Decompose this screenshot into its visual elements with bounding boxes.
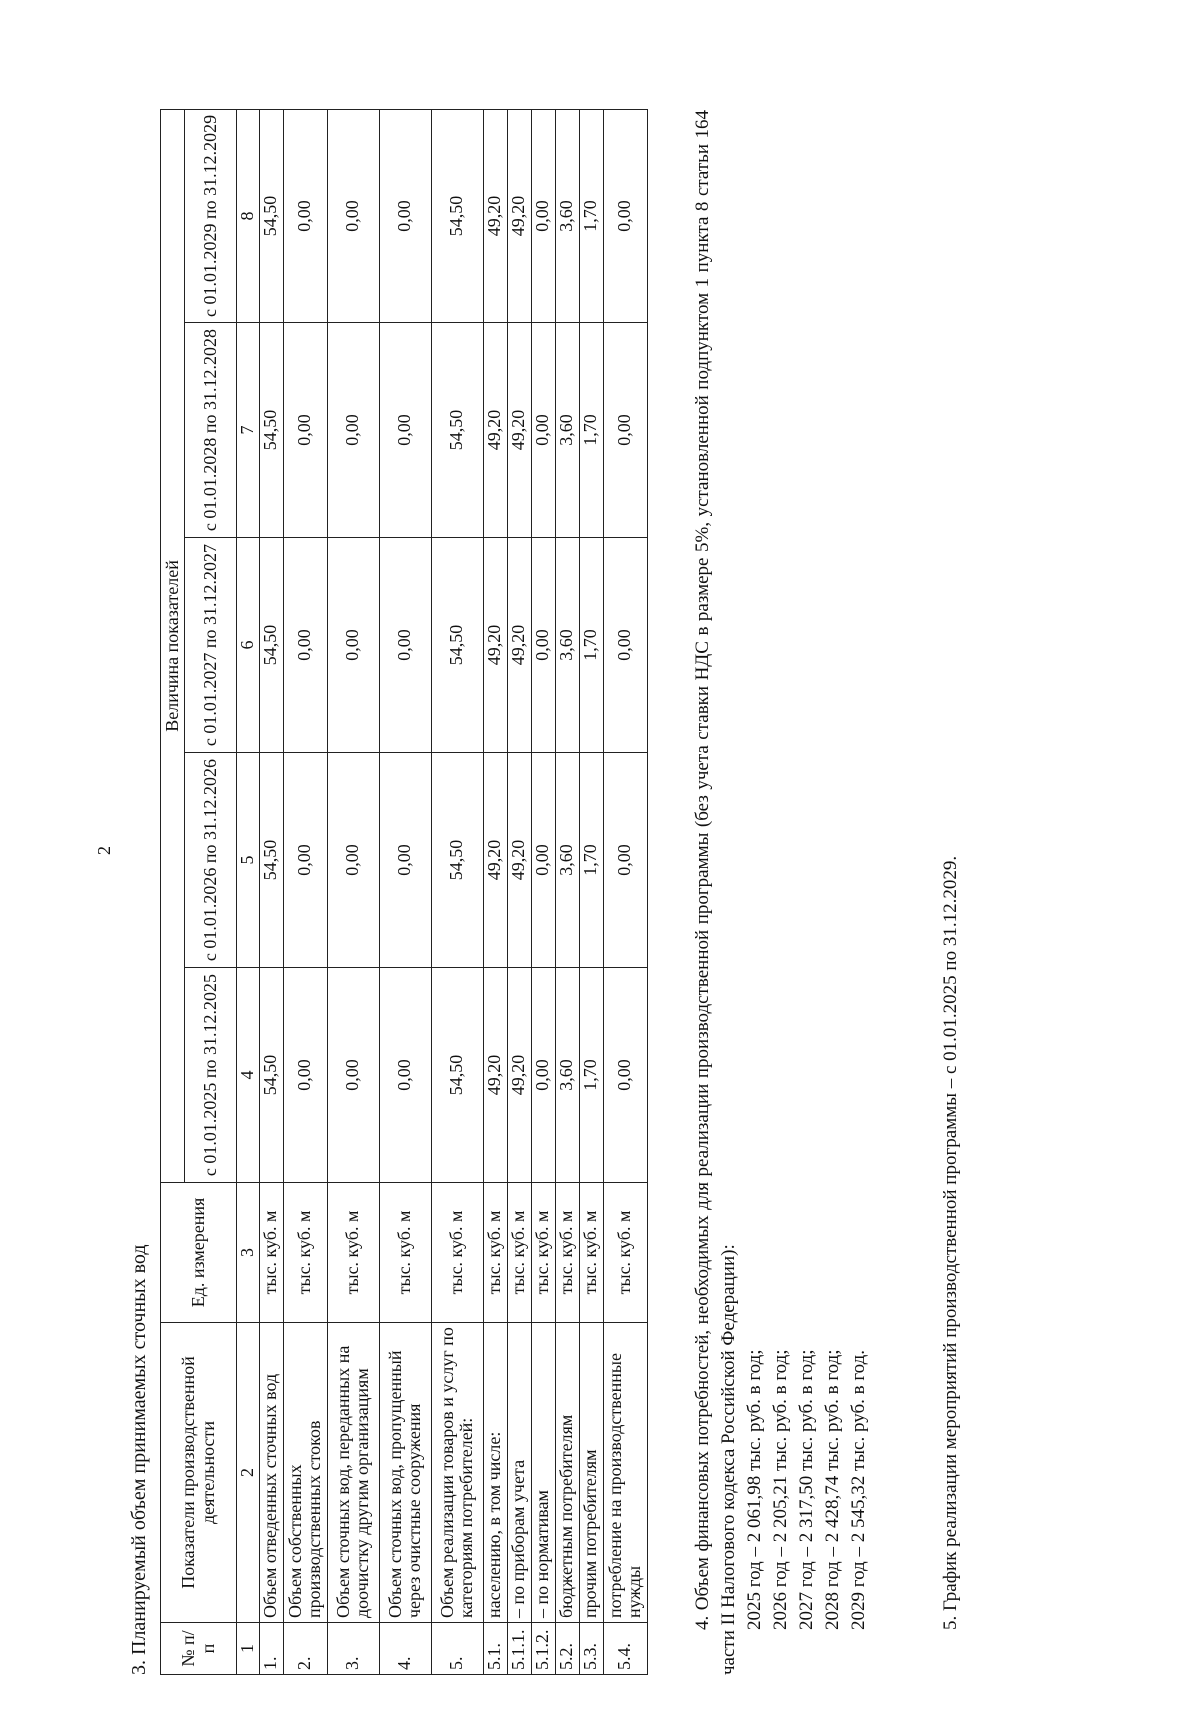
col-number: 3 (237, 1183, 260, 1323)
indicator-name: Объем сточных вод, переданных на доочистку другим организациям (327, 1323, 379, 1623)
value-cell: 0,00 (283, 968, 327, 1183)
value-cell: 54,50 (259, 968, 283, 1183)
row-number: 5.1.1. (507, 1623, 531, 1675)
indicator-name: Объем сточных вод, пропущенный через очистные сооружения (379, 1323, 431, 1623)
value-cell: 0,00 (531, 538, 555, 753)
value-cell: 0,00 (531, 968, 555, 1183)
section-3-title: 3. Планируемый объем принимаемых сточных вод (128, 1244, 150, 1675)
header-period-2029: с 01.01.2029 по 31.12.2029 (185, 109, 237, 322)
value-cell: 49,20 (507, 323, 531, 538)
value-cell: 49,20 (507, 968, 531, 1183)
value-cell: 49,20 (507, 538, 531, 753)
value-cell: 0,00 (603, 753, 647, 968)
col-number: 5 (237, 753, 260, 968)
table-row (259, 109, 283, 1674)
indicator-name: – по приборам учета (507, 1323, 531, 1623)
header-period-2025: с 01.01.2025 по 31.12.2025 (185, 968, 237, 1183)
row-number: 5. (431, 1623, 483, 1675)
row-number: 5.1. (483, 1623, 507, 1675)
value-cell: 49,20 (483, 538, 507, 753)
table-row (283, 109, 327, 1674)
wastewater-volume-table (160, 109, 648, 1675)
value-cell: 0,00 (327, 109, 379, 322)
value-cell: 0,00 (379, 753, 431, 968)
indicator-name: прочим потребителям (579, 1323, 603, 1623)
value-cell: 0,00 (327, 968, 379, 1183)
header-values-group: Величина показателей (161, 109, 185, 1182)
table-row (603, 109, 647, 1674)
value-cell: 54,50 (259, 538, 283, 753)
unit-cell: тыс. куб. м (603, 1183, 647, 1323)
value-cell: 0,00 (379, 323, 431, 538)
value-cell: 3,60 (555, 109, 579, 322)
value-cell: 0,00 (603, 538, 647, 753)
value-cell: 1,70 (579, 538, 603, 753)
unit-cell: тыс. куб. м (507, 1183, 531, 1323)
table-row (507, 109, 531, 1674)
value-cell: 0,00 (283, 753, 327, 968)
value-cell: 49,20 (507, 753, 531, 968)
value-cell: 1,70 (579, 753, 603, 968)
value-cell: 3,60 (555, 753, 579, 968)
value-cell: 54,50 (431, 323, 483, 538)
unit-cell: тыс. куб. м (327, 1183, 379, 1323)
table-row (579, 109, 603, 1674)
row-number: 5.1.2. (531, 1623, 555, 1675)
header-period-2027: с 01.01.2027 по 31.12.2027 (185, 538, 237, 753)
value-cell: 0,00 (531, 753, 555, 968)
value-cell: 0,00 (327, 323, 379, 538)
unit-cell: тыс. куб. м (379, 1183, 431, 1323)
table-row (431, 109, 483, 1674)
value-cell: 54,50 (431, 109, 483, 322)
col-number: 7 (237, 323, 260, 538)
header-no: № п/п (161, 1623, 237, 1675)
value-cell: 49,20 (483, 109, 507, 322)
section-4-text: 4. Объем финансовых потребностей, необходимых для реализации производственной программы (без учета ставки НДС в размере 5%, установленной подпунктом 1 пункта 8 статьи 164 части II Налогового кодекса Российской Федерации): (692, 110, 739, 1675)
table-row (483, 109, 507, 1674)
value-cell: 0,00 (603, 323, 647, 538)
financial-needs-list (742, 110, 872, 1675)
header-unit: Ед. измерения (161, 1183, 237, 1323)
unit-cell: тыс. куб. м (555, 1183, 579, 1323)
table-row (531, 109, 555, 1674)
value-cell: 0,00 (283, 323, 327, 538)
value-cell: 0,00 (327, 753, 379, 968)
header-indicator: Показатели производственной деятельности (161, 1323, 237, 1623)
unit-cell: тыс. куб. м (483, 1183, 507, 1323)
col-number: 1 (237, 1623, 260, 1675)
list-item: 2027 год – 2 317,50 тыс. руб. в год; (796, 1349, 817, 1630)
list-item: 2029 год – 2 545,32 тыс. руб. в год. (848, 1349, 869, 1630)
list-item: 2026 год – 2 205,21 тыс. руб. в год; (770, 1349, 791, 1630)
value-cell: 49,20 (483, 753, 507, 968)
value-cell: 0,00 (327, 538, 379, 753)
rotated-page (80, 75, 1140, 1675)
value-cell: 0,00 (283, 538, 327, 753)
page-number: 2 (94, 846, 114, 855)
value-cell: 54,50 (259, 753, 283, 968)
header-period-2026: с 01.01.2026 по 31.12.2026 (185, 753, 237, 968)
unit-cell: тыс. куб. м (579, 1183, 603, 1323)
indicator-name: – по нормативам (531, 1323, 555, 1623)
row-number: 4. (379, 1623, 431, 1675)
unit-cell: тыс. куб. м (259, 1183, 283, 1323)
value-cell: 0,00 (379, 968, 431, 1183)
table-row (327, 109, 379, 1674)
value-cell: 3,60 (555, 323, 579, 538)
indicator-name: потребление на производственные нужды (603, 1323, 647, 1623)
value-cell: 49,20 (483, 323, 507, 538)
indicator-name: Объем реализации товаров и услуг по категориям потребителей: (431, 1323, 483, 1623)
value-cell: 49,20 (483, 968, 507, 1183)
list-item: 2025 год – 2 061,98 тыс. руб. в год; (744, 1349, 765, 1630)
value-cell: 54,50 (259, 323, 283, 538)
unit-cell: тыс. куб. м (531, 1183, 555, 1323)
indicator-name: Объем собственных производственных стоков (283, 1323, 327, 1623)
row-number: 2. (283, 1623, 327, 1675)
row-number: 3. (327, 1623, 379, 1675)
indicator-name: Объем отведенных сточных вод (259, 1323, 283, 1623)
value-cell: 3,60 (555, 538, 579, 753)
value-cell: 0,00 (531, 323, 555, 538)
col-number: 6 (237, 538, 260, 753)
value-cell: 1,70 (579, 323, 603, 538)
unit-cell: тыс. куб. м (431, 1183, 483, 1323)
indicator-name: населению, в том числе: (483, 1323, 507, 1623)
value-cell: 0,00 (531, 109, 555, 322)
value-cell: 3,60 (555, 968, 579, 1183)
col-number: 4 (237, 968, 260, 1183)
row-number: 5.3. (579, 1623, 603, 1675)
value-cell: 1,70 (579, 968, 603, 1183)
row-number: 5.4. (603, 1623, 647, 1675)
indicator-name: бюджетным потребителям (555, 1323, 579, 1623)
financial-section (690, 110, 964, 1675)
row-number: 5.2. (555, 1623, 579, 1675)
value-cell: 0,00 (379, 109, 431, 322)
section-5-text: 5. График реализации мероприятий производственной программы – с 01.01.2025 по 31.12.2029. (940, 855, 961, 1630)
header-period-2028: с 01.01.2028 по 31.12.2028 (185, 323, 237, 538)
value-cell: 0,00 (283, 109, 327, 322)
row-number: 1. (259, 1623, 283, 1675)
value-cell: 0,00 (603, 109, 647, 322)
value-cell: 1,70 (579, 109, 603, 322)
value-cell: 54,50 (431, 538, 483, 753)
value-cell: 0,00 (379, 538, 431, 753)
value-cell: 54,50 (431, 753, 483, 968)
table-row (379, 109, 431, 1674)
value-cell: 54,50 (259, 109, 283, 322)
value-cell: 0,00 (603, 968, 647, 1183)
list-item: 2028 год – 2 428,74 тыс. руб. в год; (822, 1349, 843, 1630)
table-row (555, 109, 579, 1674)
col-number: 8 (237, 109, 260, 322)
value-cell: 49,20 (507, 109, 531, 322)
value-cell: 54,50 (431, 968, 483, 1183)
unit-cell: тыс. куб. м (283, 1183, 327, 1323)
col-number: 2 (237, 1323, 260, 1623)
